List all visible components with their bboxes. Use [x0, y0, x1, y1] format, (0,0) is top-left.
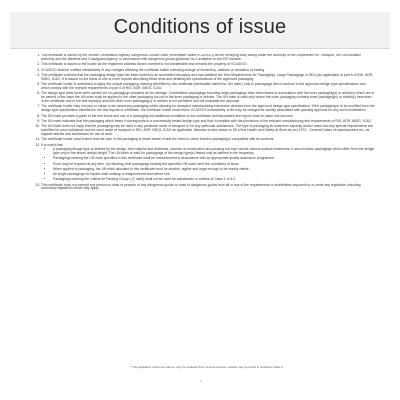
title-banner [10, 12, 390, 49]
noted-bullet: • Packagings meeting the criteria for Packing Group I (X mark) shall not be used for substances or articles of Class 1 or 6.2. [53, 178, 375, 182]
footnote: * The legislation referred to above may be obtained from several sources, details may be found in Guidance Note 2. [130, 365, 284, 369]
page-mark: 4 [200, 379, 202, 383]
condition-noted-lead: It is noted that: [41, 142, 64, 147]
noted-bullet: • A packaging design type is defined by the design, test material and thickness, manner of construction and packing but may include various surface treatments. It also includes packagings which differ from the design type only in the lesser design height. The UN mark is valid for packagings of the design type(s) tested only as defined in the frequency. [53, 148, 375, 156]
condition-item: 13. This certificate does not exempt any person or class of persons or any dangerous goods or class of dangerous goods from all or any of the requirements or prohibitions imposed by or under any legislation including secondary legislation which may apply. [41, 184, 375, 192]
condition-item: 5. The certificate holder is authorised to apply the unique packaging marking identified by this certificate (hereinafter called the 'UN mark') only to packagings which conform to the approved design type specifications and which comply with the relevant requirements of part 6 of RID, ADR, IMDG, ICAO. [41, 83, 375, 91]
noted-bullet: • When applied to packaging, the UN mark allocated in this certificate must be durable, legible and large enough to be readily visible. [53, 168, 375, 172]
condition-item: 2. This certificate is issued to the holder as the registered address shown overleaf is not transferable and remains the property of VCA/DGO. [41, 63, 375, 67]
noted-sublist [41, 148, 375, 182]
condition-item: 10. The UN mark does not imply that the packaging may be used in any particular mode of transport or for any particular substances. The type of packaging its maximum capacity and/or mass and any special requirements are specified for each substance and for each mode of transport in RID, ADR, IMDG, ICAO as applicable. Attention is also drawn to S6 of the Health and Safety at Work etc Act 1974 - General Duties of manufacturers etc. as regards articles and substances for use at work. [41, 125, 375, 136]
conditions-list [30, 54, 375, 191]
condition-item: 6. The design type tests have been carried out on packagings prepared as for carriage. Combination packagings including large packagings have been tested in accordance with the inner packaging(s) or article(s) which are to be carried in this case the UN mark shall be applied to the outer packaging but not to the inner packaging or articles. The UN mark is valid only where the outer packaging contains inner packaging(s) or article(s) described in the certificate and or the test report(s) and with other inner packaging(s) or articles is not permitted and will invalidate the approval. [41, 92, 375, 103]
condition-item-noted [41, 144, 375, 182]
conditions-body [30, 54, 375, 354]
condition-item: 11. The certificate holder must ensure that the user of the packaging is made aware of and the need to check that the packaging is compatible with its contents. [41, 138, 375, 142]
condition-item: 7. The certificate holder may not vary or cause to be varied any packaging which allowing for accepted manufacturing tolerances deviates from the approved design type specification. If the packaging is to be modified from the design type specification identified in the test reports or certificate, the certificate holder shall inform VCA/DGO immediately. A fee may be charged for activity associated with granting approval for any such modification. [41, 105, 375, 113]
page-title: Conditions of issue [113, 16, 287, 38]
condition-item: 9. The UN mark indicates that the packaging which bears it corresponds to a successfully tested design type and that it complies with the provisions of the relevant manufacturing test requirements of RID, ADR, IMDG, ICAO. [41, 120, 375, 124]
noted-bullet: • Proof may be required at any time, by retesting, that packagings bearing the specified UN mark meet the conditions of issue. [53, 163, 375, 167]
condition-item: 8. The UN mark provides a guide to the test levels and use of a packaging but additional conditions in this certificate and associated test report must be taken into account. [41, 115, 375, 119]
condition-item: 4. This certificate confirms that the packaging design type has been tested by an accredited laboratory and has satisfied the Test Requirements for Packagings, Large Packagings or IBCs (as applicable) of part 6 of RID, ADR, IMDG, ICAO. It is issued on the basis of one or more reports describing those tests and detailing the specifications of the approved packaging. [41, 74, 375, 82]
noted-bullet: • Packagings bearing the UN mark specified in this certificate shall be manufactured in accordance with an appropriate quality assurance programme. [53, 157, 375, 161]
noted-bullet: • All single packagings for liquids shall undergo a leakproofness test before use. [53, 173, 375, 177]
condition-item: 1. This certificate is issued by the Vehicle Certification Agency Dangerous Goods Office (hereinafter called VCA/DGO) as the certifying body acting under the authority of the Department for Transport, the Civil Aviation Authority and the Maritime and Coastguard Agency, in accordance with dangerous goods guidance No.2 available on the DfT website. [41, 54, 375, 62]
condition-item: 3. VCA/DGO shall be notified immediately of any changes affecting the certificate holder including change of ownership, address or cessation of trading. [41, 69, 375, 73]
